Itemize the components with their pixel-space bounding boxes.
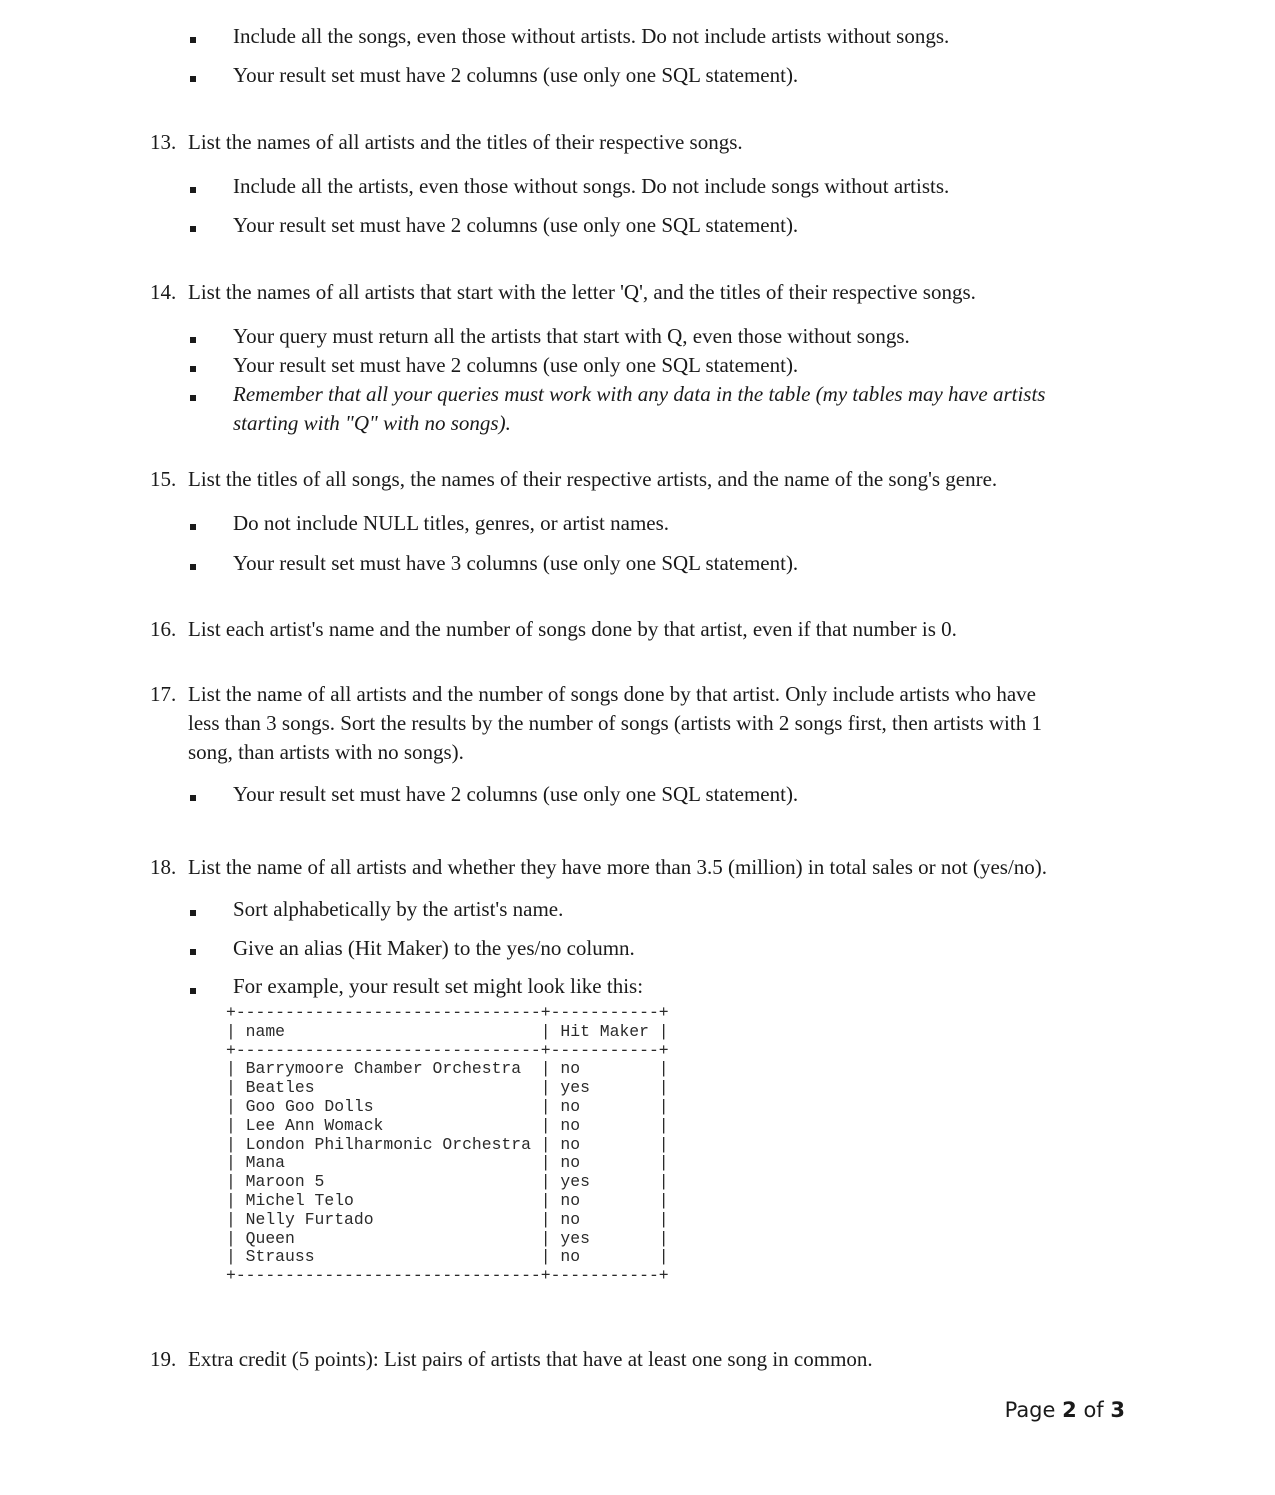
bullet-icon bbox=[190, 524, 196, 530]
q18-bullet-1: Sort alphabetically by the artist's name. bbox=[233, 897, 564, 921]
q14-bullet-1: Your query must return all the artists that start with Q, even those without songs. bbox=[233, 324, 910, 348]
q17-text-line-1: List the name of all artists and the number of songs done by that artist. Only include artists who have bbox=[188, 682, 1036, 706]
q14-bullet-3-line-2: starting with "Q" with no songs). bbox=[233, 411, 511, 435]
bullet-icon bbox=[190, 949, 196, 955]
page-word: Page bbox=[1004, 1398, 1056, 1422]
bullet-icon bbox=[190, 76, 196, 82]
bullet-icon bbox=[190, 564, 196, 570]
bullet-icon bbox=[190, 37, 196, 43]
page-total: 3 bbox=[1110, 1398, 1125, 1422]
q13-number: 13. bbox=[150, 130, 177, 154]
page-of: of bbox=[1083, 1398, 1104, 1422]
q19-text: Extra credit (5 points): List pairs of artists that have at least one song in common. bbox=[188, 1347, 873, 1371]
q14-text: List the names of all artists that start with the letter 'Q', and the titles of their respective songs. bbox=[188, 280, 976, 304]
bullet-icon bbox=[190, 988, 196, 994]
q14-bullet-3-line-1: Remember that all your queries must work with any data in the table (my tables may have artists bbox=[233, 382, 1046, 406]
top-bullet-2: Your result set must have 2 columns (use only one SQL statement). bbox=[233, 63, 799, 87]
bullet-icon bbox=[190, 187, 196, 193]
q13-text: List the names of all artists and the titles of their respective songs. bbox=[188, 130, 743, 154]
q15-number: 15. bbox=[150, 467, 177, 491]
q14-number: 14. bbox=[150, 280, 177, 304]
bullet-icon bbox=[190, 337, 196, 343]
page-current: 2 bbox=[1062, 1398, 1077, 1422]
q16-text: List each artist's name and the number of songs done by that artist, even if that number is 0. bbox=[188, 617, 957, 641]
q19-number: 19. bbox=[150, 1347, 177, 1371]
q17-text-line-2: less than 3 songs. Sort the results by the number of songs (artists with 2 songs first, then artists with 1 bbox=[188, 711, 1042, 735]
q15-bullet-2: Your result set must have 3 columns (use only one SQL statement). bbox=[233, 551, 799, 575]
q18-bullet-3: For example, your result set might look like this: bbox=[233, 974, 644, 998]
q15-text: List the titles of all songs, the names of their respective artists, and the name of the song's genre. bbox=[188, 467, 998, 491]
bullet-icon bbox=[190, 226, 196, 232]
q18-number: 18. bbox=[150, 855, 177, 879]
bullet-icon bbox=[190, 366, 196, 372]
q17-number: 17. bbox=[150, 682, 177, 706]
q15-bullet-1: Do not include NULL titles, genres, or artist names. bbox=[233, 511, 670, 535]
q18-bullet-2: Give an alias (Hit Maker) to the yes/no column. bbox=[233, 936, 635, 960]
page-indicator bbox=[1005, 1398, 1125, 1422]
bullet-icon bbox=[190, 910, 196, 916]
top-bullet-1: Include all the songs, even those without artists. Do not include artists without songs. bbox=[233, 24, 950, 48]
example-result-table: +-------------------------------+-----------+ | name | Hit Maker | +-------------------------------+-----------+ | Barrymoore Chamber Orchestra | no | | Beatles | yes | | Goo Goo Dolls | no | | Lee Ann Womack | no | | London Philharmonic Orchestra | no | | Mana | no | | Maroon 5 | yes | | Michel Telo | no | | Nelly Furtado | no | | Queen | yes | | Strauss | no | +-------------------------------+-----------+ bbox=[226, 1003, 669, 1286]
q17-text-line-3: song, than artists with no songs). bbox=[188, 740, 464, 764]
q17-bullet-1: Your result set must have 2 columns (use only one SQL statement). bbox=[233, 782, 799, 806]
bullet-icon bbox=[190, 395, 196, 401]
q14-bullet-2: Your result set must have 2 columns (use only one SQL statement). bbox=[233, 353, 799, 377]
q18-text: List the name of all artists and whether they have more than 3.5 (million) in total sales or not (yes/no). bbox=[188, 855, 1048, 879]
q13-bullet-2: Your result set must have 2 columns (use only one SQL statement). bbox=[233, 213, 799, 237]
bullet-icon bbox=[190, 795, 196, 801]
q13-bullet-1: Include all the artists, even those without songs. Do not include songs without artists. bbox=[233, 174, 950, 198]
q16-number: 16. bbox=[150, 617, 177, 641]
